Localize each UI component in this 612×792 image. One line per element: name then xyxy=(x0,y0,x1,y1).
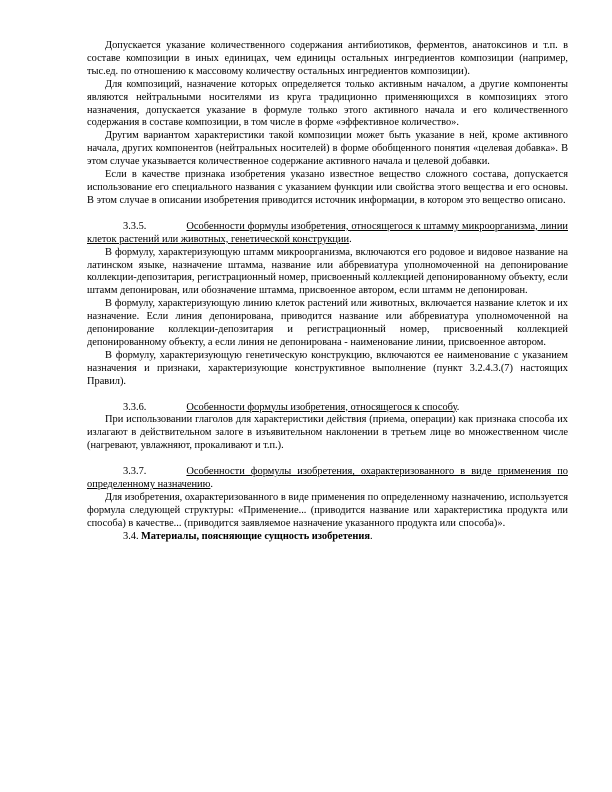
section-title: Особенности формулы изобретения, относящегося к способу xyxy=(186,401,457,413)
section-3-3-6-heading: 3.3.6. Особенности формулы изобретения, относящегося к способу. xyxy=(87,402,568,415)
section-number: 3.3.5. xyxy=(123,220,147,232)
section-3-3-7-heading: 3.3.7. Особенности формулы изобретения, охарактеризованного в виде применения по определенному назначению. xyxy=(87,466,568,491)
section-title: Особенности формулы изобретения, относящегося к штамму микроорганизма, линии клеток растений или животных, генетической конструкции xyxy=(87,220,568,245)
section-number: 3.3.7. xyxy=(123,466,147,478)
section-title: Материалы, поясняющие сущность изобретения xyxy=(141,530,370,542)
section-3-3-5-heading: 3.3.5. Особенности формулы изобретения, относящегося к штамму микроорганизма, линии клеток растений или животных, генетической конструкции. xyxy=(87,220,568,245)
section-3-4-heading: 3.4. Материалы, поясняющие сущность изобретения. xyxy=(87,531,568,544)
section-number: 3.4. xyxy=(123,530,139,542)
paragraph-complex-substance: Если в качестве признака изобретения указано известное вещество сложного состава, допускается использование его специального названия с указанием функции или свойства этого вещества и его основы. В этом случае в описании изобретения приводится источник информации, в котором это вещество описано. xyxy=(87,169,568,206)
paragraph-method-verbs: При использовании глаголов для характеристики действия (приема, операции) как признака способа их излагают в действительном залоге в изъявительном наклонении в третьем лице во множественном числе (нагревают, увлажняют, прокаливают и т.п.). xyxy=(87,414,568,452)
document-page xyxy=(87,40,568,544)
section-number: 3.3.6. xyxy=(123,401,147,413)
paragraph-genetic-construct: В формулу, характеризующую генетическую конструкцию, включаются ее наименование с указанием назначения и признаки, характеризующие конструктивное выполнение (пункт 3.2.4.3.(7) настоящих Правил). xyxy=(87,349,568,387)
paragraph-strain: В формулу, характеризующую штамм микроорганизма, включаются его родовое и видовое название на латинском языке, назначение штамма, название или аббревиатура уполномоченной на депонирование коллекции-депозитария, регистрационный номер, присвоенный коллекцией депонированному объекту, если штамм депонирован, или обозначение штамма, присвоенное автором, если штамм не депонирован. xyxy=(87,246,568,297)
section-title: Особенности формулы изобретения, охарактеризованного в виде применения по определенному назначению xyxy=(87,466,568,491)
paragraph-application: Для изобретения, охарактеризованного в виде применения по определенному назначению, используется формула следующей структуры: «Применение... (приводится название или характеристика продукта или способа) в качестве... (приводится заявляемое назначение указанного продукта или способа)». xyxy=(87,492,568,529)
paragraph-cell-line: В формулу, характеризующую линию клеток растений или животных, включается название клеток и их назначение. Если линия депонирована, приводится название или аббревиатура уполномоченной на депонирование коллекции-депозитария и регистрационный номер, присвоенный коллекцией депонированному объекту, а если линия не депонирована - наименование линии, присвоенное автором. xyxy=(87,298,568,348)
paragraph-antibiotics: Допускается указание количественного содержания антибиотиков, ферментов, анатоксинов и т.п. в составе композиции в иных единицах, чем единицы остальных ингредиентов композиции (например, тыс.ед. по отношению к массовому количеству остальных ингредиентов композиции). xyxy=(87,40,568,77)
paragraph-target-additive: Другим вариантом характеристики такой композиции может быть указание в ней, кроме активного начала, других компонентов (нейтральных носителей) в форме обобщенного понятия «целевая добавка». В этом случае указывается количественное содержание активного начала и целевой добавки. xyxy=(87,130,568,168)
paragraph-active-start: Для композиций, назначение которых определяется только активным началом, а другие компоненты являются нейтральными носителями из круга традиционно применяющихся в композициях этого назначения, допускается указание в формуле только этого активного начала и его количественного содержания в составе композиции, в том числе в форме «эффективное количество». xyxy=(87,78,568,129)
